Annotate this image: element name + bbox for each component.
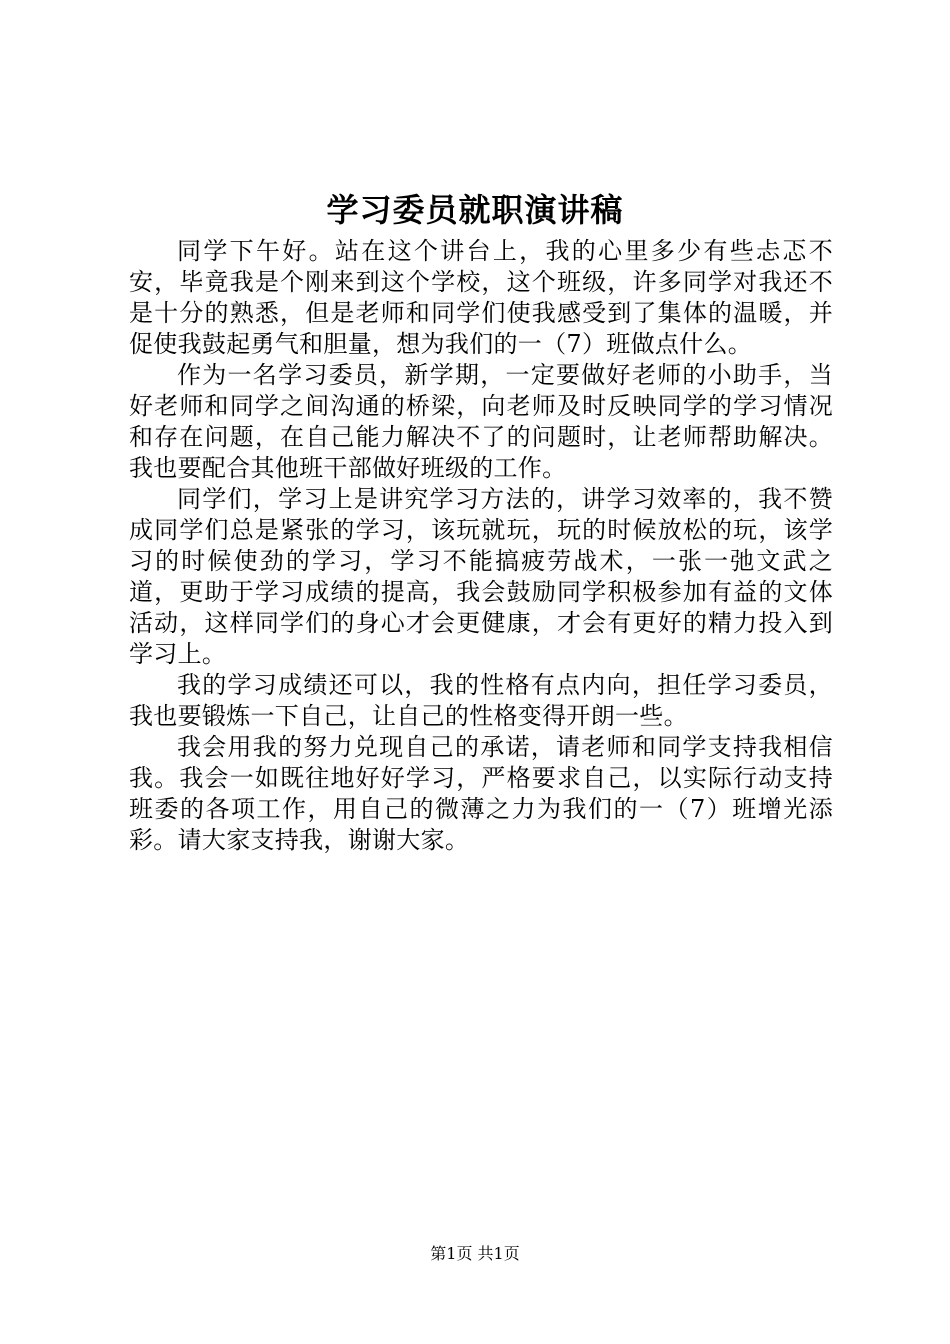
paragraph-1: 同学下午好。站在这个讲台上，我的心里多少有些忐忑不安，毕竟我是个刚来到这个学校，这个班级，许多同学对我还不是十分的熟悉，但是老师和同学们使我感受到了集体的温暖，并促使我鼓起勇气和胆量，想为我们的一（7）班做点什么。 — [129, 237, 833, 358]
document-title: 学习委员就职演讲稿 — [326, 191, 624, 229]
paragraph-3: 同学们，学习上是讲究学习方法的，讲学习效率的，我不赞成同学们总是紧张的学习，该玩就玩，玩的时候放松的玩，该学习的时候使劲的学习，学习不能搞疲劳战术，一张一弛文武之道，更助于学习成绩的提高，我会鼓励同学积极参加有益的文体活动，这样同学们的身心才会更健康，才会有更好的精力投入到学习上。 — [129, 485, 833, 668]
paragraph-5: 我会用我的努力兑现自己的承诺，请老师和同学支持我相信我。我会一如既往地好好学习，严格要求自己，以实际行动支持班委的各项工作，用自己的微薄之力为我们的一（7）班增光添彩。请大家支持我，谢谢大家。 — [129, 733, 833, 854]
paragraph-2: 作为一名学习委员，新学期，一定要做好老师的小助手，当好老师和同学之间沟通的桥梁，向老师及时反映同学的学习情况和存在问题，在自己能力解决不了的问题时，让老师帮助解决。我也要配合其他班干部做好班级的工作。 — [129, 361, 833, 482]
page-number-footer: 第1页 共1页 — [430, 1244, 520, 1263]
paragraph-4: 我的学习成绩还可以，我的性格有点内向，担任学习委员，我也要锻炼一下自己，让自己的性格变得开朗一些。 — [129, 671, 833, 730]
document-body — [129, 236, 833, 856]
